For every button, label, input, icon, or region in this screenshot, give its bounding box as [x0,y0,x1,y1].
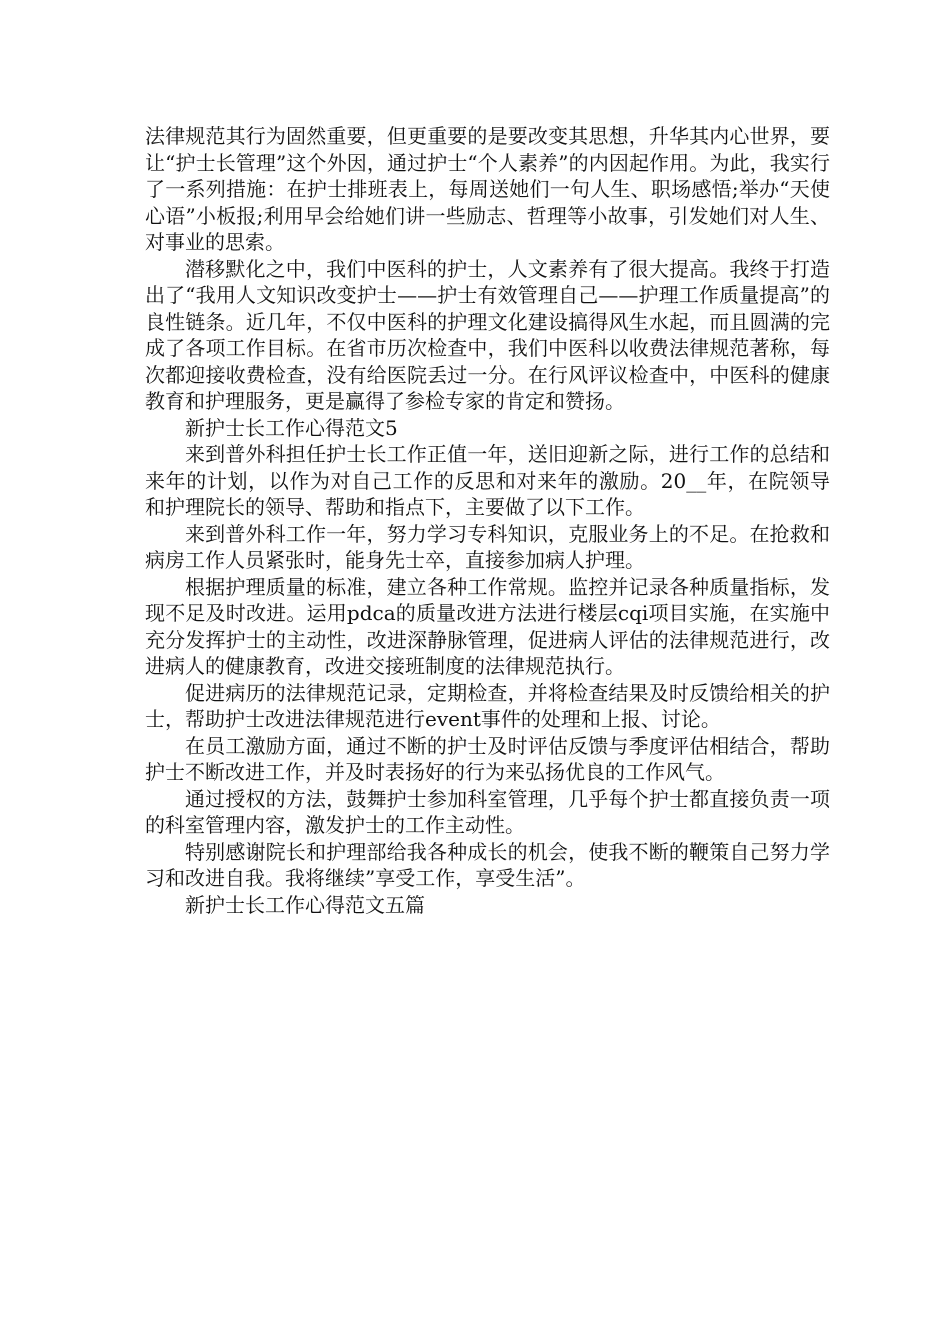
document-body [145,123,830,918]
paragraph-authorization: 通过授权的方法，鼓舞护士参加科室管理，几乎每个护士都直接负责一项的科室管理内容，激发护士的工作主动性。 [145,786,830,837]
paragraph-intro: 法律规范其行为固然重要，但更重要的是要改变其思想，升华其内心世界，要让“护士长管理”这个外因，通过护士“个人素养”的内因起作用。为此，我实行了一系列措施：在护士排班表上，每周送她们一句人生、职场感悟;举办“天使心语”小板报;利用早会给她们讲一些励志、哲理等小故事，引发她们对人生、对事业的思索。 [145,124,830,254]
paragraph-thanks: 特别感谢院长和护理部给我各种成长的机会，使我不断的鞭策自己努力学习和改进自我。我将继续”享受工作，享受生活”。 [145,839,830,890]
section-heading-five-articles: 新护士长工作心得范文五篇 [185,892,425,917]
paragraph-humanities: 潜移默化之中，我们中医科的护士，人文素养有了很大提高。我终于打造出了“我用人文知识改变护士——护士有效管理自己——护理工作质量提高”的良性链条。近几年，不仅中医科的护理文化建设搞得风生水起，而且圆满的完成了各项工作目标。在省市历次检查中，我们中医科以收费法律规范著称，每次都迎接收费检查，没有给医院丢过一分。在行风评议检查中，中医科的健康教育和护理服务，更是赢得了参检专家的肯定和赞扬。 [145,256,830,413]
paragraph-motivation: 在员工激励方面，通过不断的护士及时评估反馈与季度评估相结合，帮助护士不断改进工作，并及时表扬好的行为来弘扬优良的工作风气。 [145,733,830,784]
paragraph-year-summary: 来到普外科担任护士长工作正值一年，送旧迎新之际，进行工作的总结和来年的计划，以作为对自己工作的反思和对来年的激励。20__年，在院领导和护理院长的领导、帮助和指点下，主要做了以下工作。 [145,442,830,519]
paragraph-quality: 根据护理质量的标准，建立各种工作常规。监控并记录各种质量指标，发现不足及时改进。运用pdca的质量改进方法进行楼层cqi项目实施，在实施中充分发挥护士的主动性，改进深静脉管理，促进病人评估的法律规范进行，改进病人的健康教育，改进交接班制度的法律规范执行。 [145,574,830,678]
paragraph-records: 促进病历的法律规范记录，定期检查，并将检查结果及时反馈给相关的护士，帮助护士改进法律规范进行event事件的处理和上报、讨论。 [145,680,830,731]
section-heading-5: 新护士长工作心得范文5 [185,415,398,440]
paragraph-study: 来到普外科工作一年，努力学习专科知识，克服业务上的不足。在抢救和病房工作人员紧张时，能身先士卒，直接参加病人护理。 [145,521,830,572]
